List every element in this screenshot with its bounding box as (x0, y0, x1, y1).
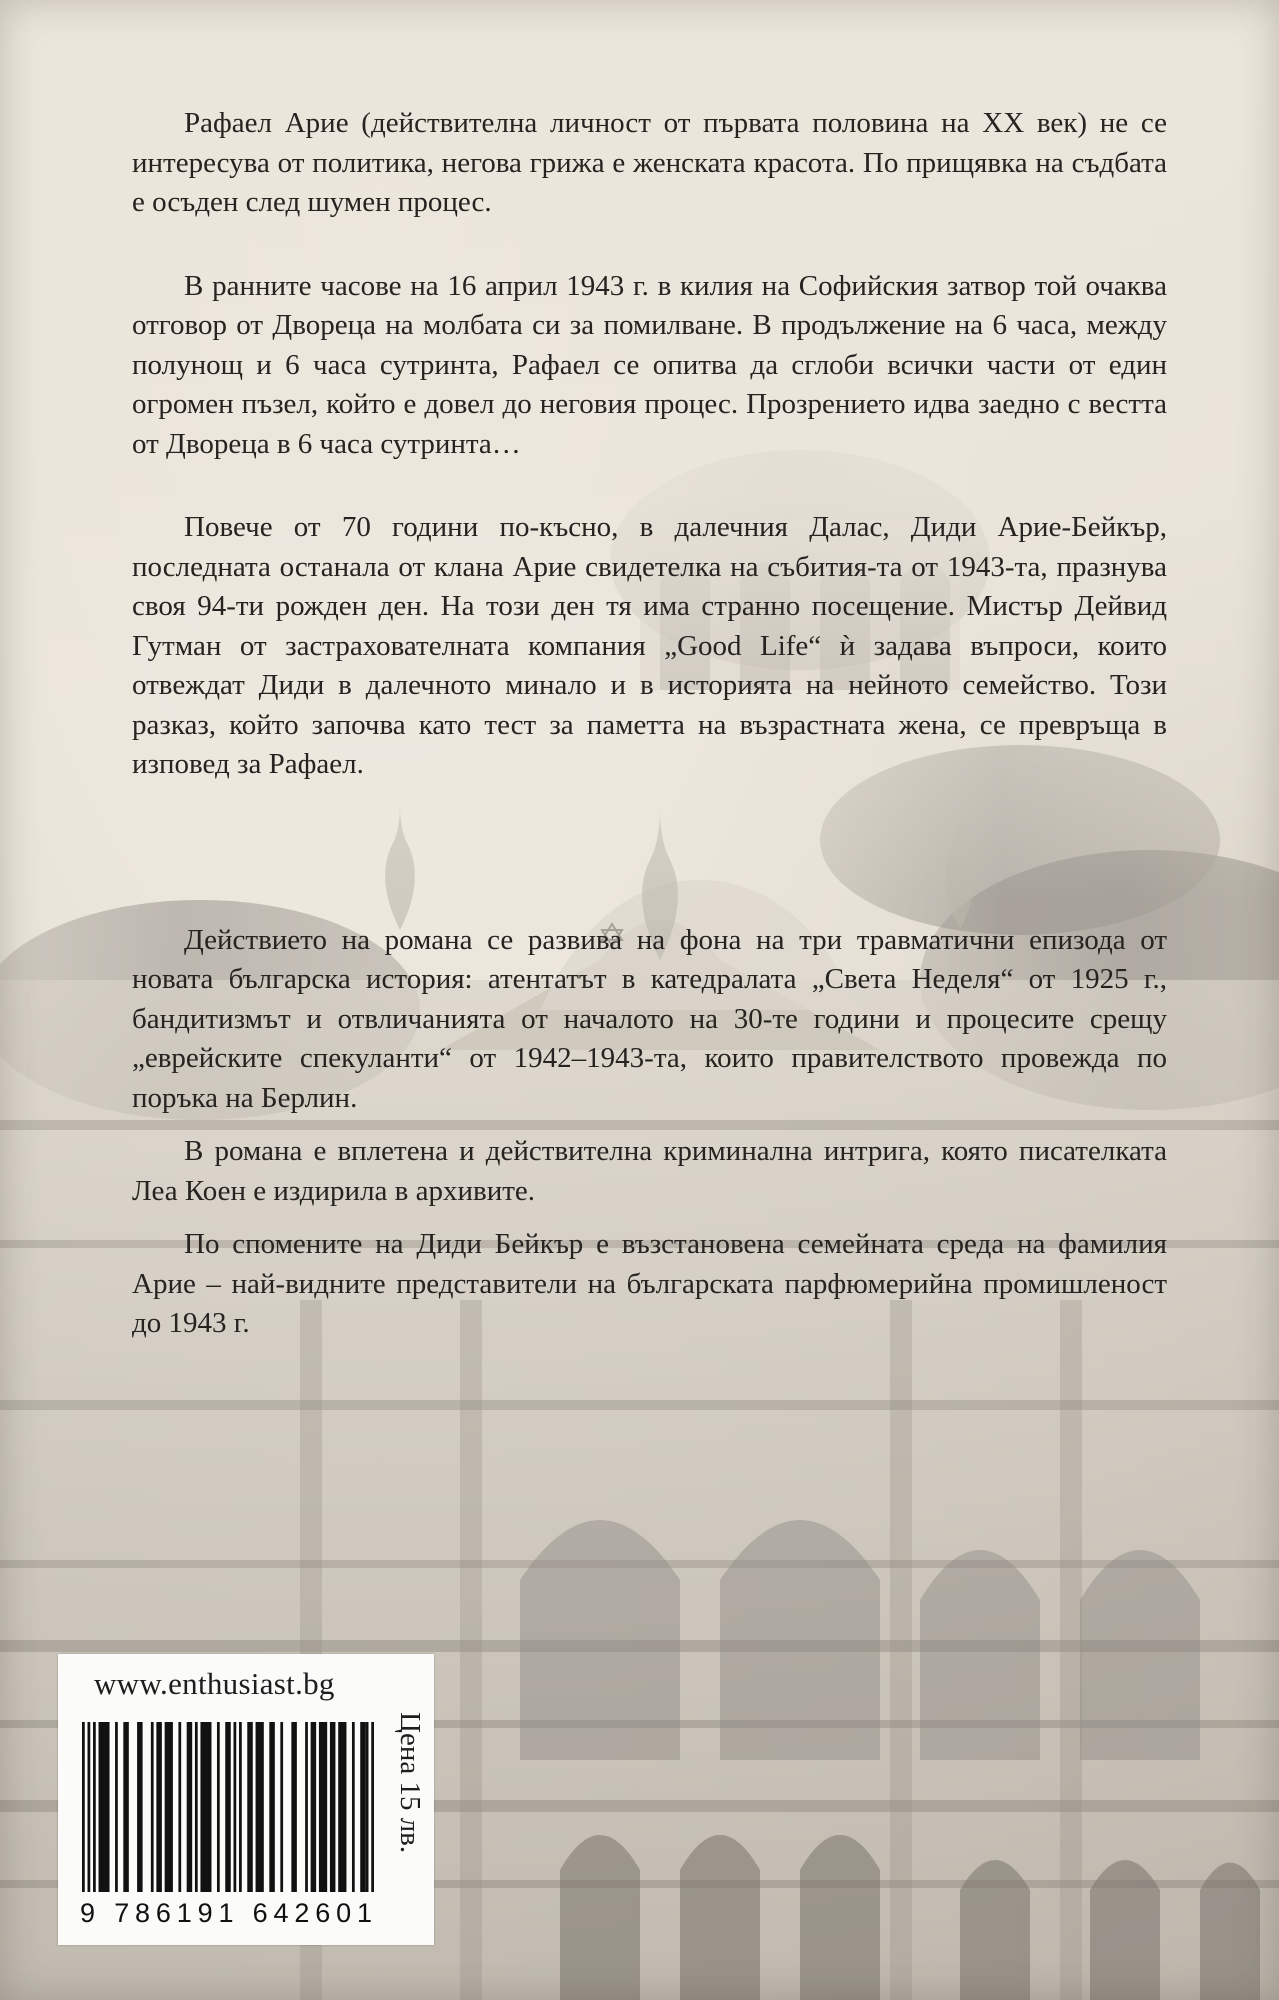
barcode-bars (82, 1722, 374, 1892)
isbn-barcode (76, 1718, 376, 1928)
barcode-bar (239, 1722, 242, 1892)
barcode-bar (225, 1722, 231, 1892)
barcode-bar (330, 1722, 336, 1892)
barcode-bar (115, 1722, 118, 1892)
barcode-bar (93, 1722, 96, 1892)
blurb-text (132, 104, 1167, 1344)
barcode-bar (195, 1722, 198, 1892)
barcode-bar (319, 1722, 327, 1892)
blurb-paragraph-5: В романа е вплетена и действителна криминална интрига, която писателката Леа Коен е издирила в архивите. (132, 1135, 1167, 1207)
barcode-bar (280, 1722, 283, 1892)
barcode-bar (156, 1722, 162, 1892)
barcode-bar (200, 1722, 211, 1892)
barcode-bar (291, 1722, 297, 1892)
barcode-bar (269, 1722, 275, 1892)
barcode-bar (366, 1722, 369, 1892)
blurb-paragraph-2: В ранните часове на 16 април 1943 г. в килия на Софийския затвор той очаква отговор от Двореца на молбата си за помилване. В продължение на 6 часа, между полунощ и 6 часа сутринта, Рафаел се опитва да сглоби всички части от един огромен пъзел, който е довел до неговия процес. Прозрението идва заедно с вестта от Двореца в 6 часа сутринта… (132, 269, 1167, 460)
barcode-bar (88, 1722, 91, 1892)
blurb-paragraph-4: Действието на романа се развива на фона на три травматични епизода от новата българска история: атентатът в катедралата „Света Неделя“ от 1925 г., бандитизмът и отвличанията от началото на 30-те години и процесите срещу „еврейските спекуланти“ от 1942–1943-та, които правителството провежда по поръка на Берлин. (132, 923, 1167, 1114)
barcode-bar (311, 1722, 317, 1892)
barcode-bar (82, 1722, 85, 1892)
barcode-bar (178, 1722, 181, 1892)
blurb-paragraph-3: Повече от 70 години по-късно, в далечния Далас, Диди Арие-Бейкър, последната останала от клана Арие свидетелка на събития-та от 1943-та, празнува своя 94-ти рожден ден. На този ден тя има странно посещение. Мистър Дейвид Гутман от застрахователната компания „Good Life“ ѝ задава въпроси, които отвеждат Диди в далечното минало и в историята на нейното семейство. Този разказ, който започва като тест за паметта на възрастната жена, се превръща в изповед за Рафаел. (132, 511, 1167, 780)
publisher-website: www.enthusiast.bg (94, 1666, 335, 1701)
barcode-bar (151, 1722, 154, 1892)
barcode-bar (352, 1722, 355, 1892)
barcode-bar (338, 1722, 346, 1892)
barcode-bar (123, 1722, 129, 1892)
barcode-bar (360, 1722, 366, 1892)
barcode-bar (247, 1722, 253, 1892)
blurb-paragraph-1: Рафаел Арие (действителна личност от първата половина на XX век) не се интересува от политика, негова грижа е женската красота. По прищявка на съдбата е осъден след шумен процес. (132, 107, 1167, 218)
barcode-bar (256, 1722, 264, 1892)
barcode-bar (137, 1722, 143, 1892)
barcode-bar (165, 1722, 173, 1892)
barcode-bar (187, 1722, 193, 1892)
barcode-bar (234, 1722, 237, 1892)
barcode-bar (99, 1722, 110, 1892)
barcode-bar (217, 1722, 220, 1892)
barcode-bar (371, 1722, 374, 1892)
blurb-paragraph-6: По спомените на Диди Бейкър е възстановена семейната среда на фамилия Арие – най-видните представители на българската парфюмерийна промишленост до 1943 г. (132, 1228, 1167, 1339)
barcode-bar (305, 1722, 308, 1892)
price-label: Цена 15 лв. (394, 1712, 426, 1854)
isbn-number: 9 786191 642601 (80, 1898, 372, 1928)
